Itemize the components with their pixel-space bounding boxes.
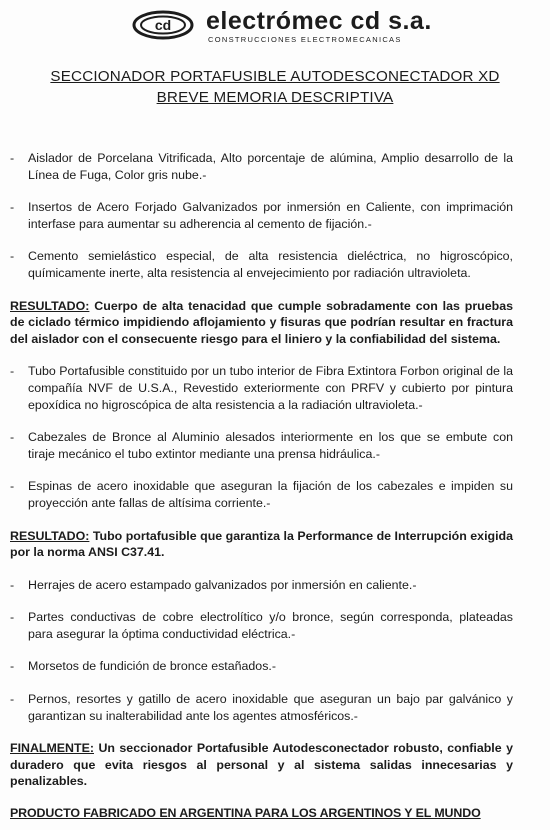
list-item-text: Aislador de Porcelana Vitrificada, Alto porcentaje de alúmina, Amplio desarrollo de la Línea de Fuga, Color gris nube.- xyxy=(28,151,513,182)
list-item-text: Pernos, resortes y gatillo de acero inoxidable que aseguran un bajo par galvánico y garantizan su inalterabilidad ante los agentes atmosféricos.- xyxy=(28,692,513,723)
list-dash: - xyxy=(10,200,15,215)
final-text: Un seccionador Portafusible Autodesconectador robusto, confiable y duradero que evita riesgos al personal y al sistema salidas innecesarias y penalizables. xyxy=(10,741,513,789)
list-dash: - xyxy=(10,249,15,264)
logo-text: cd xyxy=(154,17,172,33)
result-label: RESULTADO: xyxy=(10,528,90,543)
footer-slogan: PRODUCTO FABRICADO EN ARGENTINA PARA LOS ARGENTINOS Y EL MUNDO xyxy=(10,806,481,821)
list-item-text: Herrajes de acero estampado galvanizados por inmersión en caliente.- xyxy=(28,577,417,592)
list-item xyxy=(10,199,513,232)
result-paragraph xyxy=(10,528,513,561)
list-dash: - xyxy=(10,610,15,625)
company-header xyxy=(0,6,550,46)
list-item-text: Morsetos de fundición de bronce estañados.- xyxy=(28,659,276,674)
list-dash: - xyxy=(10,692,15,707)
list-item xyxy=(10,478,513,511)
list-item xyxy=(10,577,513,594)
list-item xyxy=(10,363,513,413)
result-text: Tubo portafusible que garantiza la Performance de Interrupción exigida por la norma ANSI C37.41. xyxy=(10,528,513,560)
final-label: FINALMENTE: xyxy=(10,741,94,756)
list-dash: - xyxy=(10,577,15,592)
list-dash: - xyxy=(10,659,15,674)
title-line-1: SECCIONADOR PORTAFUSIBLE AUTODESCONECTADOR XD xyxy=(50,68,500,85)
list-item-text: Insertos de Acero Forjado Galvanizados por inmersión en Caliente, con imprimación interfase para aumentar su adherencia al cemento de fijación.- xyxy=(28,200,513,231)
list-dash: - xyxy=(10,151,15,165)
company-logo-icon xyxy=(132,10,194,40)
final-paragraph xyxy=(10,740,513,790)
brand-name: electrómec cd s.a. xyxy=(206,7,432,35)
list-item xyxy=(10,691,513,724)
brand-subtitle: CONSTRUCCIONES ELECTROMECANICAS xyxy=(208,35,402,44)
list-item xyxy=(10,248,513,281)
list-item-text: Espinas de acero inoxidable que aseguran la fijación de los cabezales e impiden su proyección ante fallas de altísima corriente.- xyxy=(28,479,513,510)
result-paragraph xyxy=(10,298,513,348)
list-item-text: Cemento semielástico especial, de alta resistencia dieléctrica, no higroscópico, químicamente inerte, alta resistencia al envejecimiento por radiación ultravioleta. xyxy=(28,249,513,280)
list-item xyxy=(10,429,513,462)
list-dash: - xyxy=(10,364,15,379)
result-text: Cuerpo de alta tenacidad que cumple sobradamente con las pruebas de ciclado térmico impidiendo aflojamiento y fisuras que podrían resultar en fractura del aislador con el consecuente riesgo para el liniero y la confiabilidad del sistema. xyxy=(10,298,513,346)
document-body xyxy=(10,150,513,820)
list-dash: - xyxy=(10,430,15,445)
list-dash: - xyxy=(10,479,15,494)
list-item xyxy=(10,609,513,642)
list-item xyxy=(10,658,513,675)
list-item-text: Tubo Portafusible constituido por un tubo interior de Fibra Extintora Forbon original de la compañía NVF de U.S.A., Revestido exteriormente con PRFV y cubierto por pintura epoxídica no higroscópica de alta resistencia a la radiación ultravioleta.- xyxy=(28,364,513,412)
document-title xyxy=(0,66,550,108)
list-item xyxy=(10,150,513,183)
title-line-2: BREVE MEMORIA DESCRIPTIVA xyxy=(156,89,394,106)
result-label: RESULTADO: xyxy=(10,298,90,313)
list-item-text: Partes conductivas de cobre electrolítico y/o bronce, según corresponda, plateadas para asegurar la óptima conductividad eléctrica.- xyxy=(28,610,513,641)
list-item-text: Cabezales de Bronce al Aluminio alesados interiormente en los que se embute con tiraje mecánico el tubo extintor mediante una prensa hidráulica.- xyxy=(28,430,513,461)
